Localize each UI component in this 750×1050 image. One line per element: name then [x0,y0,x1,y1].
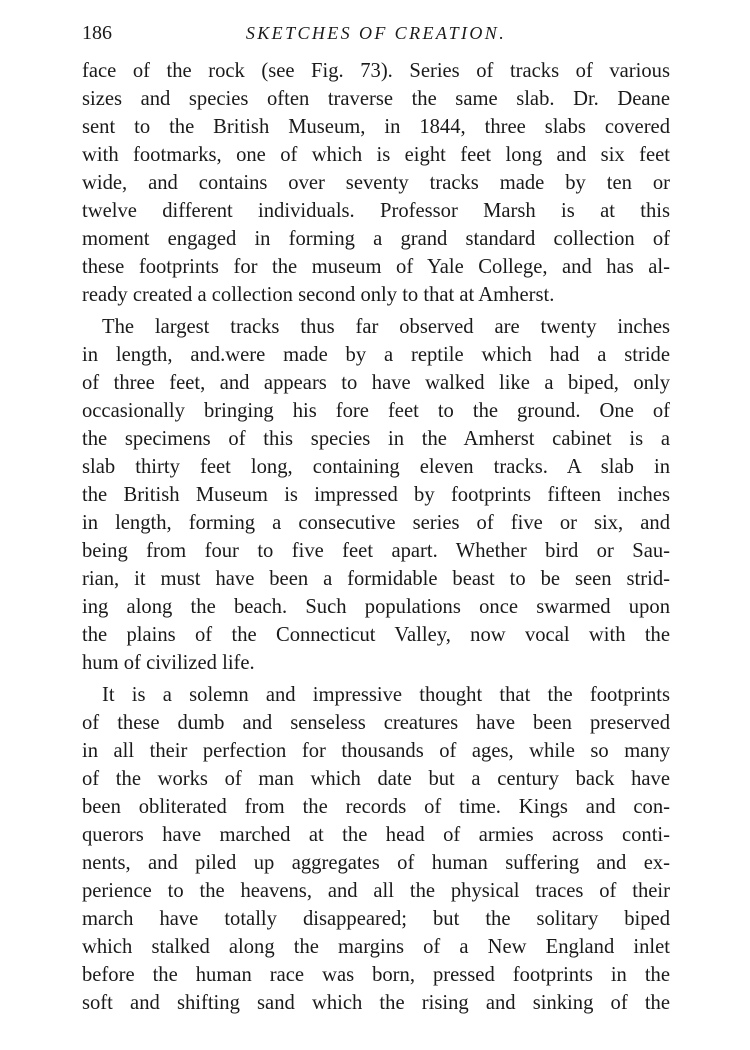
text-line: The largest tracks thus far observed are twenty inches [102,316,670,338]
paragraph-2 [82,313,670,677]
text-line: ing along the beach. Such populations once swarmed upon [82,596,670,618]
text-line: rian, it must have been a formidable beast to be seen strid- [82,568,670,590]
text-line: the plains of the Connecticut Valley, now vocal with the [82,624,670,646]
running-title: SKETCHES OF CREATION. [245,23,507,43]
text-line: occasionally bringing his fore feet to the ground. One of [82,400,670,422]
running-head [82,18,670,48]
book-page [82,18,670,1021]
text-line: the specimens of this species in the Amherst cabinet is a [82,428,670,450]
text-line: querors have marched at the head of armies across conti- [82,824,670,846]
text-line: been obliterated from the records of time. Kings and con- [82,796,670,818]
text-line: sizes and species often traverse the same slab. Dr. Deane [82,88,670,110]
text-line: with footmarks, one of which is eight feet long and six feet [82,144,670,166]
text-line: in length, forming a consecutive series of five or six, and [82,512,670,534]
text-line: twelve different individuals. Professor Marsh is at this [82,200,670,222]
text-line: moment engaged in forming a grand standard collection of [82,228,670,250]
text-line: of three feet, and appears to have walked like a biped, only [82,372,670,394]
text-line: soft and shifting sand which the rising and sinking of the [82,992,670,1014]
text-line: before the human race was born, pressed footprints in the [82,964,670,986]
text-line: being from four to five feet apart. Whether bird or Sau- [82,540,670,562]
text-line: ready created a collection second only to that at Amherst. [82,284,555,306]
page-number: 186 [82,22,112,44]
text-line: It is a solemn and impressive thought that the footprints [102,684,670,706]
text-line: in all their perfection for thousands of ages, while so many [82,740,670,762]
text-line: nents, and piled up aggregates of human suffering and ex- [82,852,670,874]
text-line: sent to the British Museum, in 1844, three slabs covered [82,116,670,138]
text-line: march have totally disappeared; but the solitary biped [82,908,670,930]
text-line: slab thirty feet long, containing eleven tracks. A slab in [82,456,670,478]
text-line: the British Museum is impressed by footprints fifteen inches [82,484,670,506]
text-line: wide, and contains over seventy tracks made by ten or [82,172,670,194]
text-line: perience to the heavens, and all the physical traces of their [82,880,670,902]
text-line: in length, and.were made by a reptile which had a stride [82,344,670,366]
text-line: of the works of man which date but a century back have [82,768,670,790]
text-line: these footprints for the museum of Yale College, and has al- [82,256,670,278]
paragraph-1 [82,57,670,309]
body-text [82,57,670,1017]
text-line: face of the rock (see Fig. 73). Series of tracks of various [82,60,670,82]
text-line: hum of civilized life. [82,652,255,674]
text-line: of these dumb and senseless creatures have been preserved [82,712,670,734]
text-line: which stalked along the margins of a New England inlet [82,936,670,958]
paragraph-3 [82,681,670,1017]
